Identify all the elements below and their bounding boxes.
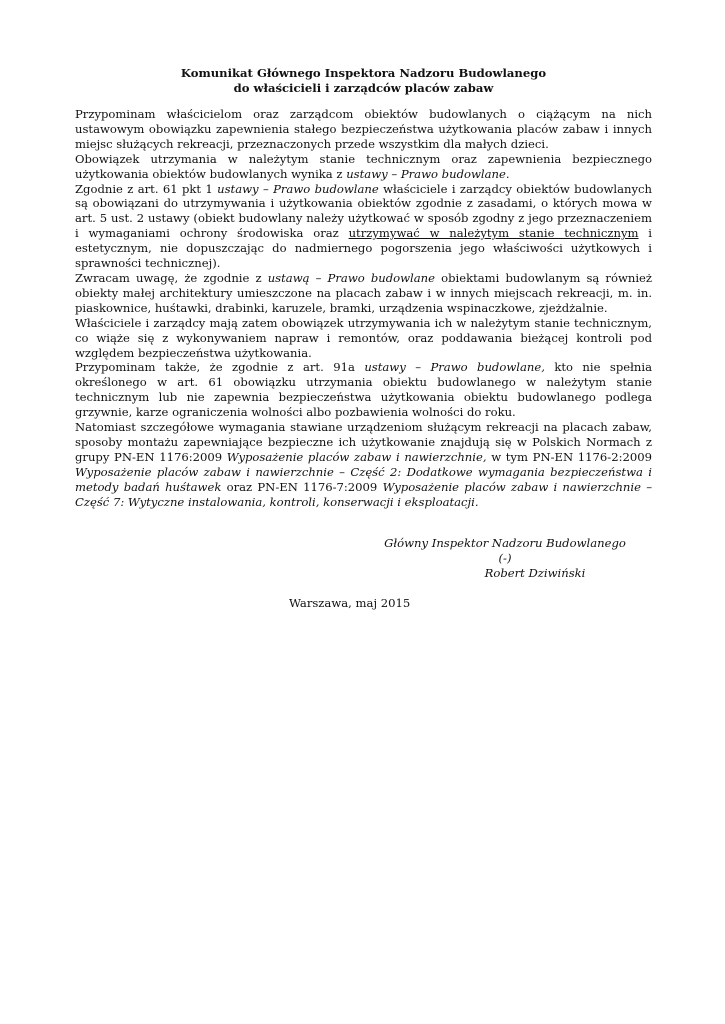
paragraph-7-text-a: Natomiast szczegółowe wymagania stawiane urządzeniom służącym rekreacji na placach zabaw, sposoby montażu zapewniające bezpieczne ich użytkowanie znajdują się w Polskich Normach z grupy PN-EN 1176:2009 <box>75 420 652 464</box>
paragraph-3-text-c: właściciele i zarządcy obiektów budowlanych są obowiązani do utrzymywania i użytkowania obiektów zgodnie z zasadami, o których mowa w art. 5 ust. 2 ustawy (obiekt budowlany należy użytkować w sposób zgodny z jego przeznaczeniem i wymaganiami ochrony środowiska oraz <box>75 181 652 241</box>
paragraph-4-act-reference: ustawą – Prawo budowlane <box>267 270 435 285</box>
signature-position: Główny Inspektor Nadzoru Budowlanego <box>384 536 626 550</box>
paragraph-6 <box>75 360 652 420</box>
paragraph-4-text-a: Zwracam uwagę, że zgodnie z <box>75 270 268 285</box>
paragraph-1: Przypominam właścicielom oraz zarządcom obiektów budowlanych o ciążącym na nich ustawowym obowiązku zapewnienia stałego bezpieczeństwa użytkowania placów zabaw i innych miejsc służących rekreacji, przeznaczonych przede wszystkim dla małych dzieci. <box>75 107 652 151</box>
paragraph-2-text: Obowiązek utrzymania w należytym stanie technicznym oraz zapewnienia bezpiecznego użytkowania obiektów budowlanych wynika z <box>75 151 652 181</box>
paragraph-7-text-e: oraz PN-EN 1176-7:2009 <box>221 479 383 494</box>
paragraph-3-text-a: Zgodnie z art. 61 pkt 1 <box>75 181 218 196</box>
signature-name: Robert Dziwiński <box>484 565 586 580</box>
signature-mark: (-) <box>498 550 512 565</box>
paragraph-4 <box>75 271 652 316</box>
paragraph-6-text-c: kto nie spełnia określonego w art. 61 obowiązku utrzymania obiektu budowlanego w należytym stanie technicznym lub nie zapewnia bezpieczeństwa użytkowania obiektu budowlanego podlega grzywnie, karze ograniczenia wolności albo pozbawienia wolności do roku. <box>75 360 652 420</box>
paragraph-7 <box>75 420 652 509</box>
paragraph-4-text-c: obiektami budowlanym są również obiekty małej architektury umieszczone na placach zabaw i w innych miejscach rekreacji, m. in. piaskownice, huśtawki, drabinki, karuzele, bramki, urządzenia wspinaczkowe, zjeżdżalnie. <box>75 270 653 315</box>
paragraph-7-norm-title-2: Wyposażenie placów zabaw i nawierzchnie – Część 2: Dodatkowe wymagania bezpieczeństwa i metody badań huśtawek <box>75 464 652 494</box>
signature-block <box>360 536 650 581</box>
paragraph-3-text-e: i estetycznym, nie dopuszczając do nadmiernego pogorszenia jego właściwości użytkowych i sprawności technicznej). <box>75 226 652 271</box>
paragraph-3-act-reference: ustawy – Prawo budowlane <box>217 181 379 196</box>
document-body <box>75 107 652 509</box>
document-title <box>75 66 652 96</box>
paragraph-6-act-reference: ustawy – Prawo budowlane, <box>364 360 545 375</box>
paragraph-7-norm-title-3: Wyposażenie placów zabaw i nawierzchnie – Część 7: Wytyczne instalowania, kontroli, konserwacji i eksploatacji. <box>75 479 652 509</box>
paragraph-2 <box>75 152 652 182</box>
paragraph-3-underlined: utrzymywać w należytym stanie technicznym <box>348 226 639 241</box>
paragraph-2-act-reference: ustawy – Prawo budowlane. <box>346 166 510 181</box>
title-line-1: Komunikat Głównego Inspektora Nadzoru Budowlanego <box>180 66 547 80</box>
paragraph-7-text-c: w tym PN-EN 1176-2:2009 <box>486 449 652 464</box>
place-date: Warszawa, maj 2015 <box>289 596 411 610</box>
title-line-2: do właścicieli i zarządców placów zabaw <box>233 81 494 95</box>
paragraph-6-text-a: Przypominam także, że zgodnie z art. 91a <box>75 360 365 375</box>
paragraph-3 <box>75 182 652 271</box>
paragraph-5: Właściciele i zarządcy mają zatem obowiązek utrzymywania ich w należytym stanie technicznym, co wiąże się z wykonywaniem napraw i remontów, oraz poddawania bieżącej kontroli pod względem bezpieczeństwa użytkowania. <box>75 315 652 360</box>
paragraph-7-norm-title-1: Wyposażenie placów zabaw i nawierzchnie, <box>226 449 487 464</box>
